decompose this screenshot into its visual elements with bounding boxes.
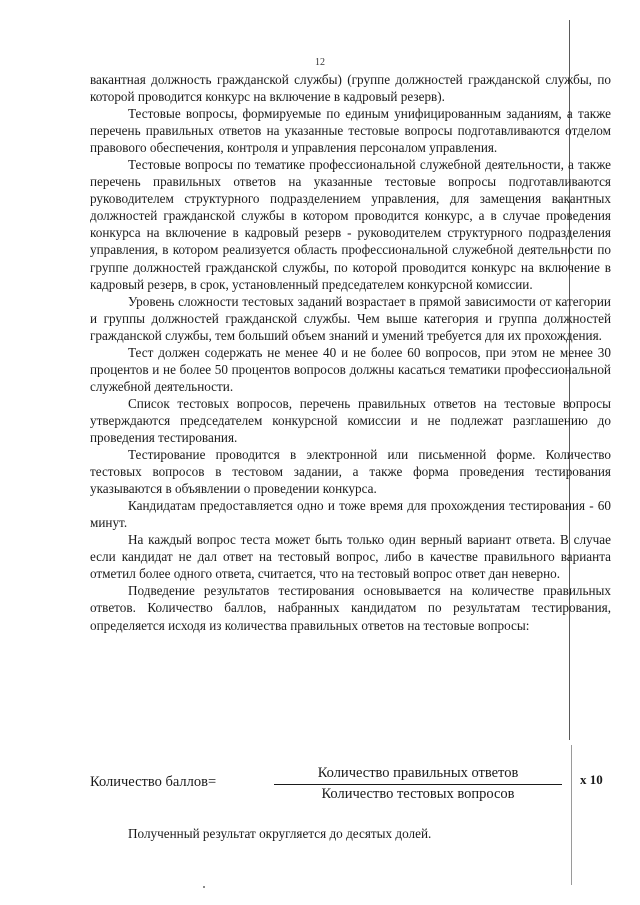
paragraph: Тестовые вопросы, формируемые по единым унифицированным заданиям, а также перечень правильных ответов на указанные тестовые вопросы подготавливаются отделом правового обеспечения, контроля и управления персоналом управления.	[90, 106, 611, 156]
paragraph: Подведение результатов тестирования основывается на количестве правильных ответов. Количество баллов, набранных кандидатом по результатам тестирования, определяется исходя из количества правильных ответов на тестовые вопросы:	[90, 583, 611, 633]
paragraph: Кандидатам предоставляется одно и тоже время для прохождения тестирования - 60 минут.	[90, 498, 611, 531]
paragraph: вакантная должность гражданской службы) (группе должностей гражданской службы, по которой проводится конкурс на включение в кадровый резерв).	[90, 72, 611, 105]
paragraph: Уровень сложности тестовых заданий возрастает в прямой зависимости от категории и группы должностей гражданской службы. Чем выше категория и группа должностей гражданской службы, тем больший объем знаний и умений требуется для их прохождения.	[90, 293, 611, 343]
paragraph: На каждый вопрос теста может быть только один верный вариант ответа. В случае если кандидат не дал ответ на тестовый вопрос, либо в качестве правильного варианта отметил более одного ответа, считается, что на тестовый вопрос ответ дан неверно.	[90, 532, 611, 582]
formula-multiplier: x 10	[580, 772, 603, 787]
paragraph: Тест должен содержать не менее 40 и не более 60 вопросов, при этом не менее 30 процентов и не более 50 процентов вопросов должны касаться тематики профессиональной служебной деятельности.	[90, 344, 611, 394]
formula-denominator: Количество тестовых вопросов	[321, 786, 515, 802]
fraction-bar	[274, 784, 562, 785]
paragraph: Тестирование проводится в электронной или письменной форме. Количество тестовых вопросов в тестовом задании, а также форма проведения тестирования указываются в объявлении о проведении конкурса.	[90, 447, 611, 497]
formula-lhs	[90, 774, 216, 791]
formula-equals: =	[208, 774, 217, 790]
paragraph: Тестовые вопросы по тематике профессиональной служебной деятельности, а также перечень правильных ответов на указанные тестовые вопросы подготавливаются руководителем структурного подразделением управления, для замещения вакантных должностей гражданской службы в котором проводится конкурс, а в случае проведения конкурса на включение в кадровый резерв - руководителем структурного подразделения управления, в котором реализуется область профессиональной служебной деятельности по группе должностей гражданской службы, по которой проводится конкурс на включение в кадровый резерв, в срок, установленный председателем конкурсной комиссии.	[90, 157, 611, 292]
document-body	[90, 71, 611, 634]
formula-numerator: Количество правильных ответов	[317, 765, 519, 781]
formula-lhs-label: Количество баллов	[90, 774, 208, 790]
paragraph: Список тестовых вопросов, перечень правильных ответов на тестовые вопросы утверждаются председателем конкурсной комиссии и не подлежат разглашению до проведения тестирования.	[90, 395, 611, 445]
page-number: 12	[315, 57, 325, 68]
score-formula	[90, 765, 611, 805]
result-note: Полученный результат округляется до десятых долей.	[128, 826, 432, 841]
scan-speck	[203, 886, 205, 888]
